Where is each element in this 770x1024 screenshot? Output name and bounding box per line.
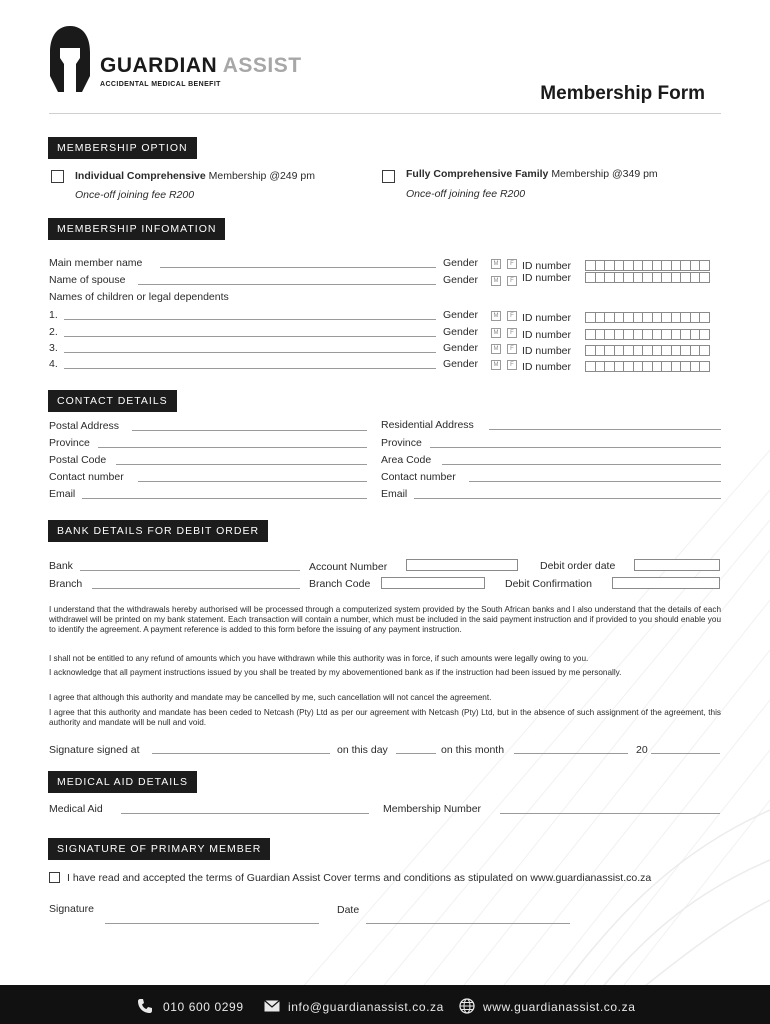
id-digit-cell[interactable] [699, 345, 710, 356]
email2-field[interactable] [414, 498, 721, 499]
footer-email[interactable]: info@guardianassist.co.za [288, 1000, 444, 1014]
globe-icon [459, 998, 475, 1014]
email-field[interactable] [82, 498, 367, 499]
medical-aid-label: Medical Aid [49, 803, 103, 815]
section-header-signature: SIGNATURE OF PRIMARY MEMBER [48, 838, 270, 860]
mandate-paragraph-1: I understand that the withdrawals hereby authorised will be processed through a computerized system provided by the South African banks and I also understand that the details of each withdrawel will be printed on my bank statement. Each transaction will contain a number, which must be included in the said payment instruction and if provided to you should enable you to identify the agreement. A payment reference is added to this form before the issuing of any payment instruction. [49, 605, 721, 635]
email-label: Email [49, 488, 76, 500]
medical-aid-field[interactable] [121, 813, 369, 814]
debit-confirmation-field[interactable] [612, 577, 720, 589]
date-field[interactable] [366, 923, 570, 924]
dependent-3-field[interactable] [64, 352, 436, 353]
id-number-grid[interactable] [585, 345, 709, 356]
gender-female-box[interactable]: F [507, 259, 517, 269]
family-comprehensive-checkbox[interactable] [382, 170, 395, 183]
email2-label: Email [381, 488, 408, 500]
postal-code-label: Postal Code [49, 454, 107, 466]
dependents-label: Names of children or legal dependents [49, 291, 229, 303]
spartan-helmet-icon [48, 24, 92, 94]
year-field[interactable] [651, 753, 720, 754]
contact-number-label: Contact number [49, 471, 124, 483]
gender-male-box[interactable]: M [491, 360, 501, 370]
gender-label: Gender [443, 274, 479, 286]
id-digit-cell[interactable] [699, 260, 710, 271]
account-number-label: Account Number [309, 561, 388, 573]
dependent-number: 2. [49, 326, 58, 338]
postal-address-field[interactable] [132, 430, 367, 431]
gender-female-box[interactable]: F [507, 311, 517, 321]
section-header-medical-aid: MEDICAL AID DETAILS [48, 771, 197, 793]
postal-code-field[interactable] [116, 464, 367, 465]
spouse-field[interactable] [138, 284, 436, 285]
gender-male-box[interactable]: M [491, 276, 501, 286]
dependent-4-field[interactable] [64, 368, 436, 369]
area-code-label: Area Code [381, 454, 432, 466]
brand-name: GUARDIAN ASSIST [100, 54, 302, 77]
contact-number-field[interactable] [138, 481, 367, 482]
section-header-membership-option: MEMBERSHIP OPTION [48, 137, 197, 159]
main-member-label: Main member name [49, 257, 143, 269]
mandate-paragraph-3: I acknowledge that all payment instructions issued by you shall be treated by my abovementioned bank as if the instruction had been issued by me personally. [49, 668, 622, 677]
option-family-label: Fully Comprehensive Family Membership @349 pm [406, 168, 658, 180]
contact-number2-field[interactable] [469, 481, 721, 482]
section-header-contact-details: CONTACT DETAILS [48, 390, 177, 412]
gender-male-box[interactable]: M [491, 344, 501, 354]
footer-bar [0, 985, 770, 1024]
debit-confirmation-label: Debit Confirmation [505, 578, 592, 590]
gender-label: Gender [443, 342, 479, 354]
area-code-field[interactable] [442, 464, 721, 465]
branch-code-field[interactable] [381, 577, 485, 589]
day-field[interactable] [396, 753, 436, 754]
gender-label: Gender [443, 358, 479, 370]
id-number-grid[interactable] [585, 272, 709, 283]
gender-label: Gender [443, 326, 479, 338]
bank-field[interactable] [80, 570, 300, 571]
id-number-grid[interactable] [585, 361, 709, 372]
id-digit-cell[interactable] [699, 272, 710, 283]
id-number-label: ID number [522, 329, 572, 341]
envelope-icon [264, 1000, 280, 1012]
postal-address-label: Postal Address [49, 420, 120, 432]
dependent-number: 4. [49, 358, 58, 370]
province2-label: Province [381, 437, 422, 449]
id-number-label: ID number [522, 361, 572, 373]
date-label: Date [337, 904, 360, 916]
province2-field[interactable] [430, 447, 721, 448]
contact-number2-label: Contact number [381, 471, 456, 483]
id-number-grid[interactable] [585, 329, 709, 340]
signature-signed-at-label: Signature signed at [49, 744, 140, 756]
phone-icon [137, 998, 153, 1014]
id-number-grid[interactable] [585, 312, 709, 323]
title-divider [49, 113, 721, 114]
gender-female-box[interactable]: F [507, 328, 517, 338]
gender-male-box[interactable]: M [491, 259, 501, 269]
footer-phone[interactable]: 010 600 0299 [163, 1000, 244, 1014]
id-digit-cell[interactable] [699, 361, 710, 372]
accept-terms-label: I have read and accepted the terms of Guardian Assist Cover terms and conditions as stipulated on www.guardianassist.co.za [67, 872, 652, 884]
page-title: Membership Form [540, 83, 705, 104]
mandate-paragraph-2: I shall not be entitled to any refund of amounts which you have withdrawn while this authority was in force, if such amounts were legally owing to you. [49, 654, 589, 663]
province-field[interactable] [98, 447, 367, 448]
signed-at-field[interactable] [152, 753, 330, 754]
debit-order-date-field[interactable] [634, 559, 720, 571]
gender-female-box[interactable]: F [507, 360, 517, 370]
mandate-paragraph-5: I agree that this authority and mandate has been ceded to Netcash (Pty) Ltd as per our agreement with Netcash (Pty) Ltd, but in the absence of such assignment of the agreement, this authority and mandate will be null and void. [49, 708, 721, 728]
id-number-label: ID number [522, 272, 572, 284]
gender-label: Gender [443, 309, 479, 321]
gender-label: Gender [443, 257, 479, 269]
brand-logo [48, 24, 308, 98]
option-individual-fee: Once-off joining fee R200 [75, 189, 195, 201]
mandate-paragraph-4: I agree that although this authority and mandate may be cancelled by me, such cancellation will not cancel the agreement. [49, 693, 492, 702]
branch-field[interactable] [92, 588, 300, 589]
branch-code-label: Branch Code [309, 578, 371, 590]
province-label: Province [49, 437, 90, 449]
membership-number-label: Membership Number [383, 803, 482, 815]
main-member-field[interactable] [160, 267, 436, 268]
year-prefix-label: 20 [636, 744, 648, 756]
branch-label: Branch [49, 578, 83, 590]
dependent-1-field[interactable] [64, 319, 436, 320]
footer-website[interactable]: www.guardianassist.co.za [483, 1000, 636, 1014]
bank-label: Bank [49, 560, 73, 572]
month-field[interactable] [514, 753, 628, 754]
dependent-number: 1. [49, 309, 58, 321]
gender-female-box[interactable]: F [507, 276, 517, 286]
membership-number-field[interactable] [500, 813, 720, 814]
debit-order-date-label: Debit order date [540, 560, 616, 572]
gender-female-box[interactable]: F [507, 344, 517, 354]
id-number-label: ID number [522, 312, 572, 324]
id-number-grid[interactable] [585, 260, 709, 271]
gender-male-box[interactable]: M [491, 311, 501, 321]
dependent-number: 3. [49, 342, 58, 354]
id-digit-cell[interactable] [699, 329, 710, 340]
account-number-field[interactable] [406, 559, 518, 571]
option-family-fee: Once-off joining fee R200 [406, 188, 526, 200]
signature-field[interactable] [105, 923, 319, 924]
on-this-day-label: on this day [337, 744, 388, 756]
id-number-label: ID number [522, 260, 572, 272]
individual-comprehensive-checkbox[interactable] [51, 170, 64, 183]
residential-address-label: Residential Address [381, 419, 474, 431]
option-individual-label: Individual Comprehensive Membership @249 pm [75, 170, 315, 182]
id-number-label: ID number [522, 345, 572, 357]
section-header-membership-information: MEMBERSHIP INFOMATION [48, 218, 225, 240]
section-header-bank-details: BANK DETAILS FOR DEBIT ORDER [48, 520, 268, 542]
residential-address-field[interactable] [489, 429, 721, 430]
gender-male-box[interactable]: M [491, 328, 501, 338]
dependent-2-field[interactable] [64, 336, 436, 337]
spouse-label: Name of spouse [49, 274, 126, 286]
accept-terms-checkbox[interactable] [49, 872, 60, 883]
id-digit-cell[interactable] [699, 312, 710, 323]
on-this-month-label: on this month [441, 744, 505, 756]
signature-label: Signature [49, 903, 94, 915]
brand-tagline: ACCIDENTAL MEDICAL BENEFIT [100, 81, 221, 88]
